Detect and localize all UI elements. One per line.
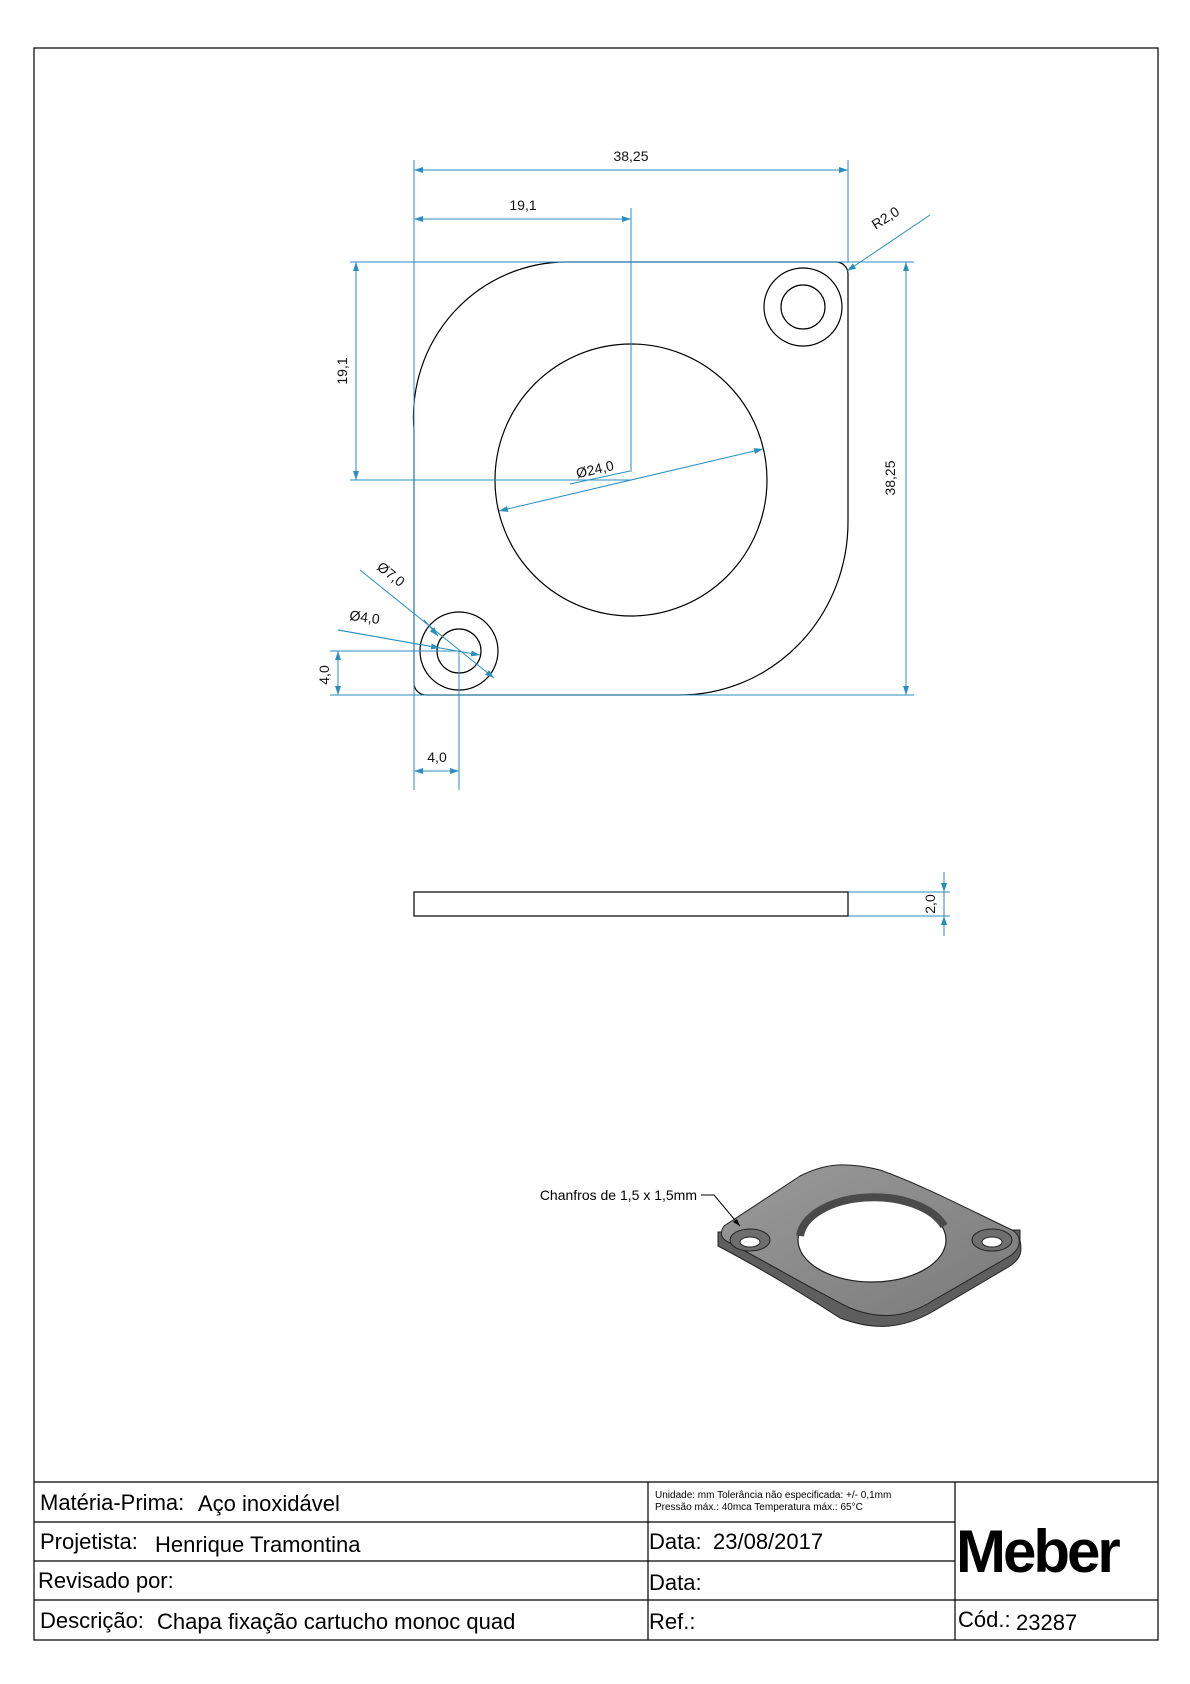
dim-thickness-text: 2,0 xyxy=(922,894,938,914)
dimension-labels xyxy=(316,148,938,914)
ref-label: Ref.: xyxy=(649,1609,696,1634)
top-right-hole-outer xyxy=(764,268,842,346)
title-block-text xyxy=(38,1490,1120,1635)
description-label: Descrição: xyxy=(40,1608,144,1633)
sheet-border xyxy=(34,48,1158,1640)
material-value: Aço inoxidável xyxy=(198,1491,340,1516)
designer-label: Projetista: xyxy=(40,1529,138,1554)
description-value: Chapa fixação cartucho monoc quad xyxy=(157,1609,516,1634)
date-value-1: 23/08/2017 xyxy=(713,1529,824,1554)
dim-overall-width-text: 38,25 xyxy=(613,148,649,164)
dim-small-outer-text: Ø7,0 xyxy=(374,558,408,590)
code-label: Cód.: xyxy=(958,1607,1011,1632)
side-view xyxy=(414,892,848,916)
code-value: 23287 xyxy=(1016,1610,1078,1635)
spec-line-2: Pressão máx.: 40mca Temperatura máx.: 65°C xyxy=(655,1502,863,1513)
dim-hole-offset-y-text: 4,0 xyxy=(316,665,332,685)
dimensions xyxy=(330,160,950,936)
dim-overall-height-text: 38,25 xyxy=(882,460,898,496)
dim-radius-text: R2,0 xyxy=(868,203,903,233)
dim-hole-offset-x-text: 4,0 xyxy=(427,749,447,765)
dim-half-height-text: 19,1 xyxy=(334,357,350,385)
iso-right-hole-inner xyxy=(982,1237,1002,1247)
date-label-2: Data: xyxy=(649,1570,702,1595)
dim-half-width-text: 19,1 xyxy=(509,197,537,213)
date-label-1: Data: xyxy=(649,1529,702,1554)
spec-line-1: Unidade: mm Tolerância não especificada: +/- 0,1mm xyxy=(655,1490,892,1501)
dim-center-hole-text: Ø24,0 xyxy=(574,457,616,482)
designer-value: Henrique Tramontina xyxy=(155,1532,361,1557)
isometric-view xyxy=(540,1165,1021,1327)
company-logo: Meber xyxy=(956,1518,1118,1585)
dim-small-inner-text: Ø4,0 xyxy=(348,607,381,628)
material-label: Matéria-Prima: xyxy=(40,1490,185,1515)
chamfer-note: Chanfros de 1,5 x 1,5mm xyxy=(539,1187,697,1203)
reviewed-label: Revisado por: xyxy=(38,1568,174,1593)
iso-left-hole-inner xyxy=(740,1237,760,1247)
top-right-hole-inner xyxy=(781,285,825,329)
